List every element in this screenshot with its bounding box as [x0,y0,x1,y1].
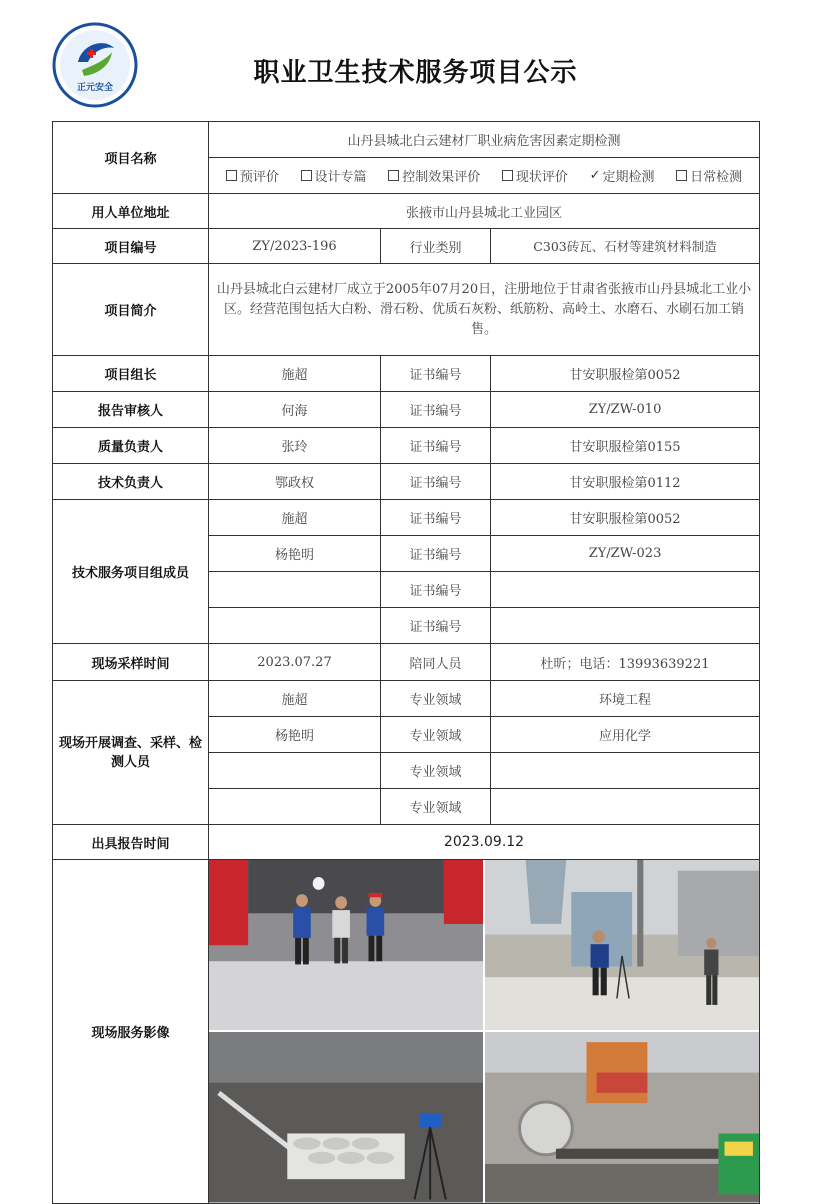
project-type-option [502,166,568,185]
checkbox-icon [301,170,312,181]
reviewer-label: 报告审核人 [53,392,209,428]
staff-name [209,789,381,825]
quality-name: 张玲 [209,428,381,464]
address-value: 张掖市山丹县城北工业园区 [209,194,760,229]
staff-name: 施超 [209,681,381,717]
technical-label: 技术负责人 [53,464,209,500]
address-label: 用人单位地址 [53,194,209,229]
industry-label: 行业类别 [381,229,491,264]
staff-name [209,753,381,789]
field-staff-label: 现场开展调查、采样、检测人员 [53,681,209,825]
member-cert: 甘安职服检第0052 [491,500,760,536]
cert-label: 证书编号 [381,536,491,572]
site-photo [209,860,483,1030]
quality-cert: 甘安职服检第0155 [491,428,760,464]
field-label: 专业领域 [381,789,491,825]
photo-grid [209,860,759,1203]
project-type-option-label: 预评价 [239,170,279,185]
staff-field: 环境工程 [491,681,760,717]
staff-field [491,789,760,825]
quality-label: 质量负责人 [53,428,209,464]
reviewer-cert: ZY/ZW-010 [491,392,760,428]
project-type-option [388,166,480,185]
cert-label: 证书编号 [381,500,491,536]
leader-cert: 甘安职服检第0052 [491,356,760,392]
project-type-option-label: 定期检测 [602,170,655,185]
intro-label: 项目简介 [53,264,209,356]
project-type-option [226,166,279,185]
project-type-option-label: 设计专篇 [314,170,367,185]
member-name [209,608,381,644]
staff-field: 应用化学 [491,717,760,753]
field-label: 专业领域 [381,753,491,789]
project-name-label: 项目名称 [53,122,209,194]
cert-label: 证书编号 [381,572,491,608]
member-cert [491,608,760,644]
field-label: 专业领域 [381,681,491,717]
checkmark-icon: ✓ [589,168,601,183]
member-name: 杨艳明 [209,536,381,572]
leader-name: 施超 [209,356,381,392]
reviewer-name: 何海 [209,392,381,428]
companion-value: 杜昕；电话：13993639221 [491,644,760,681]
staff-field [491,753,760,789]
project-number-label: 项目编号 [53,229,209,264]
checkbox-icon [502,170,513,181]
member-name: 施超 [209,500,381,536]
project-name-value: 山丹县城北白云建材厂职业病危害因素定期检测 [209,122,760,158]
cert-label: 证书编号 [381,608,491,644]
report-date-label: 出具报告时间 [53,825,209,860]
project-type-option-label: 日常检测 [690,170,743,185]
intro-value: 山丹县城北白云建材厂成立于2005年07月20日，注册地位于甘肃省张掖市山丹县城北工业小区。经营范围包括大白粉、滑石粉、优质石灰粉、纸筋粉、高岭土、水磨石、水刷石加工销售。 [209,264,760,356]
technical-name: 鄂政权 [209,464,381,500]
images-label: 现场服务影像 [53,860,209,1204]
sampling-time-label: 现场采样时间 [53,644,209,681]
project-type-option [590,166,655,185]
project-type-option-label: 现状评价 [515,170,568,185]
industry-value: C303砖瓦、石材等建筑材料制造 [491,229,760,264]
companion-label: 陪同人员 [381,644,491,681]
member-cert [491,572,760,608]
project-type-option [676,166,742,185]
report-date-value: 2023.09.12 [209,825,760,860]
project-type-option [301,166,367,185]
project-type-options [209,158,760,194]
member-name [209,572,381,608]
member-cert: ZY/ZW-023 [491,536,760,572]
members-label: 技术服务项目组成员 [53,500,209,644]
checkbox-icon [676,170,687,181]
cert-label: 证书编号 [381,392,491,428]
project-number-value: ZY/2023-196 [209,229,381,264]
page-title: 职业卫生技术服务项目公示 [253,58,578,88]
logo-text: 正元安全 [76,83,113,93]
staff-name: 杨艳明 [209,717,381,753]
images-cell [209,860,760,1204]
site-photo [485,860,759,1030]
checkbox-icon [226,170,237,181]
leader-label: 项目组长 [53,356,209,392]
checkbox-icon [388,170,399,181]
publicity-table [52,121,760,1204]
site-photo [485,1032,759,1202]
cert-label: 证书编号 [381,428,491,464]
field-label: 专业领域 [381,717,491,753]
sampling-time-value: 2023.07.27 [209,644,381,681]
site-photo [209,1032,483,1202]
technical-cert: 甘安职服检第0112 [491,464,760,500]
project-type-option-label: 控制效果评价 [402,170,481,185]
cert-label: 证书编号 [381,464,491,500]
cert-label: 证书编号 [381,356,491,392]
